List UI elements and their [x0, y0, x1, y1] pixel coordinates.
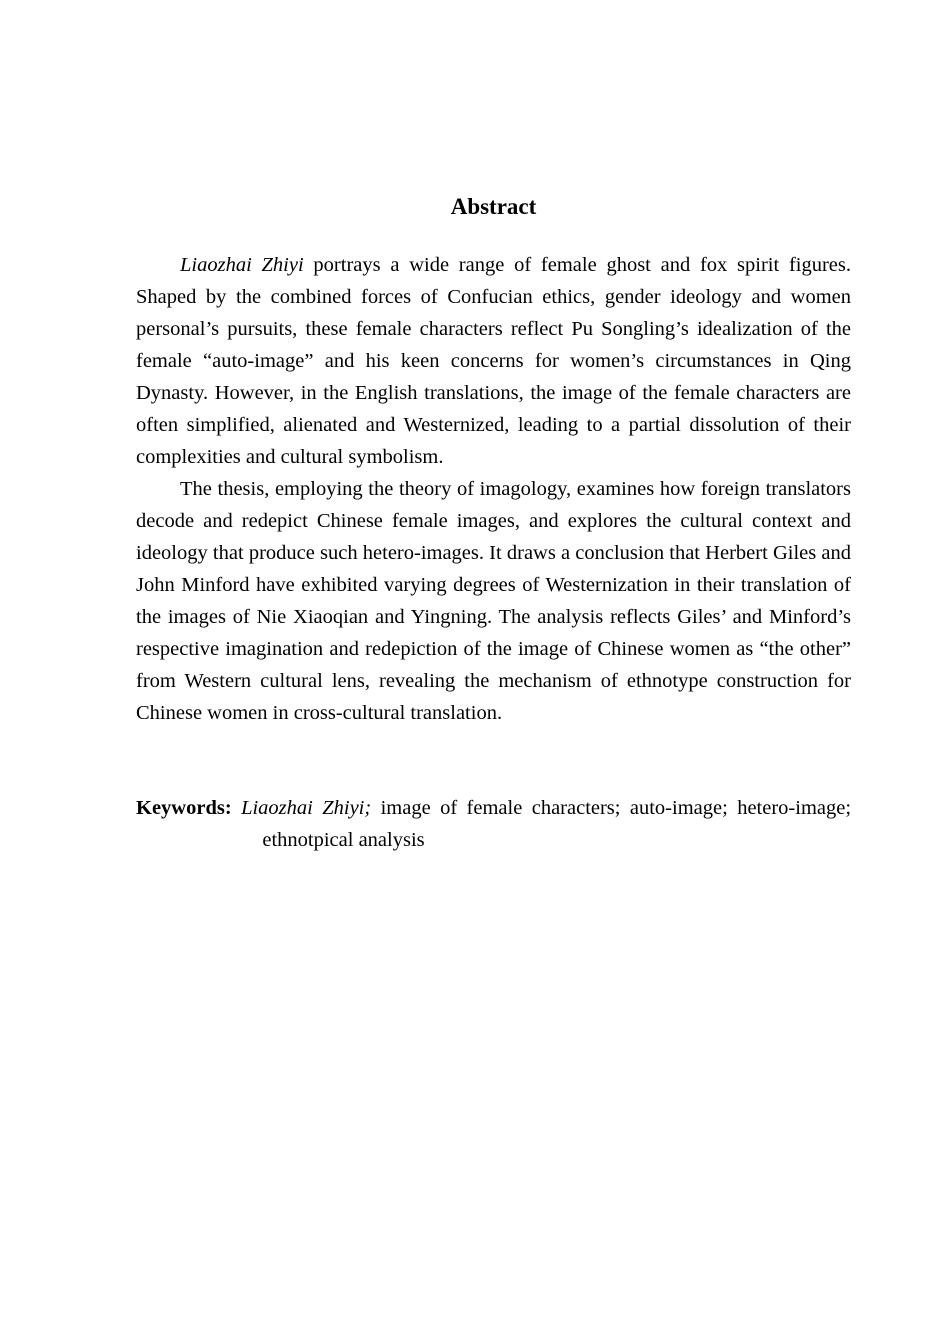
keyword-item: ethnotpical analysis [262, 829, 425, 851]
abstract-paragraph-2: The thesis, employing the theory of imagology, examines how foreign translators decode and redepict Chinese female images, and explores the cultural context and ideology that produce such hetero-images. It draws a conclusion that Herbert Giles and John Minford have exhibited varying degrees of Westernization in their translation of the images of Nie Xiaoqian and Yingning. The analysis reflects Giles’ and Minford’s respective imagination and redepiction of the image of Chinese women as “the other” from Western cultural lens, revealing the mechanism of ethnotype construction for Chinese women in cross-cultural translation. [136, 478, 851, 724]
page-title: Abstract [450, 194, 537, 219]
keyword-item: hetero-image; [737, 797, 852, 819]
keywords-section [136, 792, 851, 856]
keyword-item: Liaozhai Zhiyi; [241, 797, 372, 819]
abstract-body [136, 249, 851, 729]
keyword-item: image of female characters; [380, 797, 621, 819]
keywords-label: Keywords: [136, 797, 232, 819]
book-title: Liaozhai Zhiyi [180, 254, 304, 276]
abstract-paragraph-1 [136, 249, 851, 473]
keyword-item: auto-image; [629, 797, 728, 819]
paragraph-1-text: portrays a wide range of female ghost and fox spirit figures. Shaped by the combined forces of Confucian ethics, gender ideology and women personal’s pursuits, these female characters reflect Pu Songling’s idealization of the female “auto-image” and his keen concerns for women’s circumstances in Qing Dynasty. However, in the English translations, the image of the female characters are often simplified, alienated and Westernized, leading to a partial dissolution of their complexities and cultural symbolism. [136, 254, 851, 468]
